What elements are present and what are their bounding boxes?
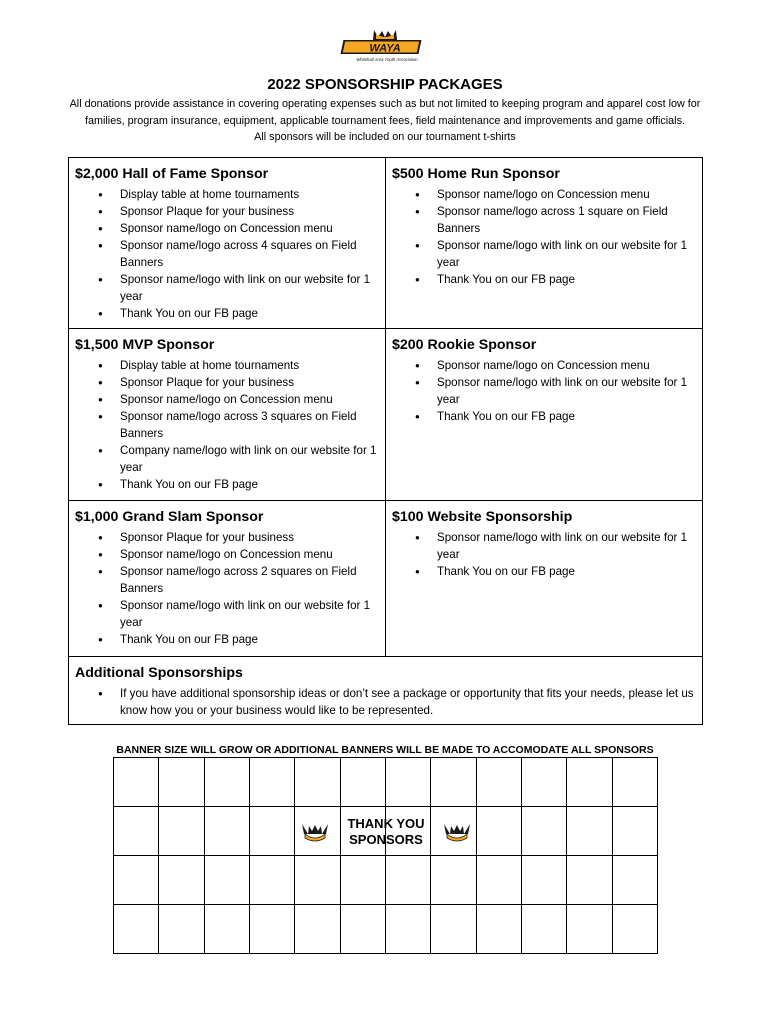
package-items bbox=[392, 357, 696, 425]
banner-square bbox=[612, 856, 657, 905]
banner-square bbox=[431, 856, 476, 905]
banner-square bbox=[521, 807, 566, 856]
waya-logo bbox=[340, 28, 430, 64]
banner-square bbox=[249, 856, 294, 905]
banner-square bbox=[204, 758, 249, 807]
banner-square bbox=[612, 758, 657, 807]
list-item: ● Sponsor name/logo across 2 squares on Field Banners bbox=[120, 563, 379, 597]
package-cell bbox=[69, 329, 386, 501]
banner-square bbox=[204, 856, 249, 905]
banner-square bbox=[295, 905, 340, 954]
banner-square bbox=[340, 758, 385, 807]
banner-square bbox=[521, 856, 566, 905]
banner-square bbox=[204, 905, 249, 954]
additional-sponsorships-cell bbox=[69, 657, 703, 725]
intro-text bbox=[60, 96, 710, 146]
banner-square bbox=[340, 856, 385, 905]
sponsors-line: SPONSORS bbox=[349, 832, 423, 847]
package-title: $1,000 Grand Slam Sponsor bbox=[75, 509, 264, 525]
list-item: ● Sponsor name/logo across 3 squares on Field Banners bbox=[120, 408, 379, 442]
package-items bbox=[75, 357, 379, 493]
list-item: ● Thank You on our FB page bbox=[437, 271, 696, 288]
list-item: ● Thank You on our FB page bbox=[437, 563, 696, 580]
banner-square bbox=[612, 807, 657, 856]
banner-square bbox=[249, 905, 294, 954]
list-item: ● Display table at home tournaments bbox=[120, 357, 379, 374]
banner-grid-row bbox=[114, 758, 658, 807]
thank-you-line: THANK YOU bbox=[347, 816, 425, 831]
package-items bbox=[75, 186, 379, 322]
banner-square bbox=[476, 758, 521, 807]
list-item: ● Sponsor name/logo with link on our website for 1 year bbox=[437, 374, 696, 408]
list-item: ● Sponsor name/logo on Concession menu bbox=[120, 546, 379, 563]
list-item: ● Sponsor Plaque for your business bbox=[120, 203, 379, 220]
intro-tshirt-note: All sponsors will be included on our tournament t-shirts bbox=[254, 131, 516, 143]
banner-square bbox=[114, 905, 159, 954]
package-title: $100 Website Sponsorship bbox=[392, 509, 573, 525]
package-cell bbox=[386, 158, 703, 329]
package-title: $1,500 MVP Sponsor bbox=[75, 337, 215, 353]
list-item: ● Sponsor name/logo on Concession menu bbox=[437, 357, 696, 374]
additional-title: Additional Sponsorships bbox=[75, 665, 243, 681]
banner-square bbox=[295, 758, 340, 807]
banner-square bbox=[476, 807, 521, 856]
banner-square bbox=[567, 856, 612, 905]
banner-square bbox=[476, 905, 521, 954]
list-item: ● Thank You on our FB page bbox=[437, 408, 696, 425]
banner-square bbox=[114, 758, 159, 807]
package-title: $200 Rookie Sponsor bbox=[392, 337, 537, 353]
list-item: ● Display table at home tournaments bbox=[120, 186, 379, 203]
banner-square bbox=[159, 758, 204, 807]
list-item: ● Sponsor Plaque for your business bbox=[120, 374, 379, 391]
page-title: 2022 SPONSORSHIP PACKAGES bbox=[267, 76, 503, 93]
package-items bbox=[392, 529, 696, 580]
list-item: ● Sponsor name/logo across 1 square on Field Banners bbox=[437, 203, 696, 237]
additional-items bbox=[75, 685, 696, 719]
banner-square bbox=[340, 905, 385, 954]
package-items bbox=[75, 529, 379, 648]
banner-square bbox=[567, 807, 612, 856]
banner-square bbox=[431, 758, 476, 807]
list-item: ● Thank You on our FB page bbox=[120, 476, 379, 493]
banner-grid-row bbox=[114, 905, 658, 954]
list-item: ● Sponsor Plaque for your business bbox=[120, 529, 379, 546]
list-item: ● Sponsor name/logo with link on our website for 1 year bbox=[437, 529, 696, 563]
banner-square bbox=[385, 905, 430, 954]
thank-you-text bbox=[347, 816, 424, 848]
list-item: ● Sponsor name/logo on Concession menu bbox=[437, 186, 696, 203]
banner-square bbox=[612, 905, 657, 954]
banner-note: BANNER SIZE WILL GROW OR ADDITIONAL BANNERS WILL BE MADE TO ACCOMODATE ALL SPONSORS bbox=[116, 744, 654, 756]
banner-square bbox=[385, 856, 430, 905]
banner-square bbox=[521, 905, 566, 954]
banner-square bbox=[295, 856, 340, 905]
viking-helmet-icon bbox=[442, 822, 472, 842]
list-item: ● If you have additional sponsorship ideas or don’t see a package or opportunity that fits your needs, please let us know how you or your business would like to be represented. bbox=[120, 685, 696, 719]
package-title: $2,000 Hall of Fame Sponsor bbox=[75, 166, 269, 182]
package-cell bbox=[386, 329, 703, 501]
banner-square bbox=[385, 758, 430, 807]
packages-table bbox=[68, 157, 703, 725]
banner-grid bbox=[113, 757, 658, 954]
thank-you-sponsors bbox=[300, 812, 472, 852]
list-item: ● Sponsor name/logo across 4 squares on Field Banners bbox=[120, 237, 379, 271]
banner-square bbox=[249, 758, 294, 807]
logo-text: WAYA bbox=[369, 42, 401, 55]
banner-square bbox=[567, 905, 612, 954]
banner-square bbox=[204, 807, 249, 856]
package-cell bbox=[69, 158, 386, 329]
list-item: ● Sponsor name/logo with link on our website for 1 year bbox=[120, 271, 379, 305]
banner-grid-row bbox=[114, 856, 658, 905]
banner-square bbox=[521, 758, 566, 807]
viking-helmet-icon bbox=[300, 822, 330, 842]
banner-square bbox=[159, 905, 204, 954]
list-item: ● Sponsor name/logo with link on our website for 1 year bbox=[120, 597, 379, 631]
banner-square bbox=[431, 905, 476, 954]
package-items bbox=[392, 186, 696, 288]
list-item: ● Company name/logo with link on our website for 1 year bbox=[120, 442, 379, 476]
logo-tagline: Whitehall Area Youth Association bbox=[356, 57, 418, 62]
banner-square bbox=[114, 856, 159, 905]
list-item: ● Sponsor name/logo on Concession menu bbox=[120, 391, 379, 408]
list-item: ● Sponsor name/logo on Concession menu bbox=[120, 220, 379, 237]
package-title: $500 Home Run Sponsor bbox=[392, 166, 560, 182]
list-item: ● Sponsor name/logo with link on our website for 1 year bbox=[437, 237, 696, 271]
list-item: ● Thank You on our FB page bbox=[120, 631, 379, 648]
package-cell bbox=[69, 501, 386, 657]
list-item: ● Thank You on our FB page bbox=[120, 305, 379, 322]
banner-square bbox=[159, 856, 204, 905]
banner-square bbox=[476, 856, 521, 905]
banner-square bbox=[249, 807, 294, 856]
banner-square bbox=[114, 807, 159, 856]
banner-square bbox=[159, 807, 204, 856]
package-cell bbox=[386, 501, 703, 657]
banner-square bbox=[567, 758, 612, 807]
intro-paragraph: All donations provide assistance in covering operating expenses such as but not limited to keeping program and apparel cost low for families, program insurance, equipment, applicable tournament fees, field maintenance and improvements and game officials. bbox=[69, 98, 701, 127]
